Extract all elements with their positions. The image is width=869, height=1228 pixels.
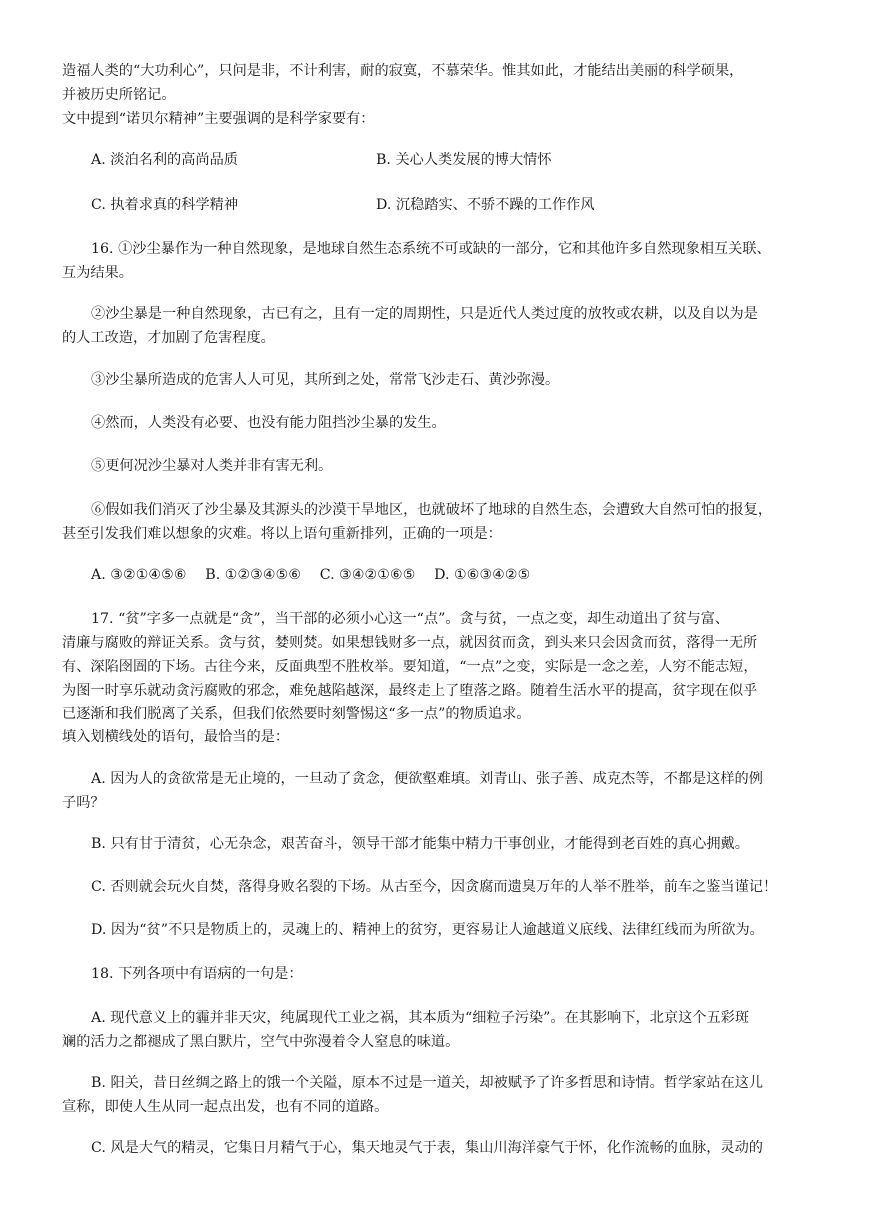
q17-passage-line: 17. “贫”字多一点就是“贪”，当干部的必须小心这一“点”。贪与贫，一点之变，却生动道出了贫与富、 — [91, 611, 730, 627]
q17-question: 填入划横线处的语句，最恰当的是： — [62, 729, 290, 745]
q18-option-b: B. 阳关，昔日丝绸之路上的饿一个关隘，原本不过是一道关，却被赋予了许多哲思和诗情。哲学家站在这儿 — [91, 1075, 764, 1091]
q16-sentence-5: ⑤更何况沙尘暴对人类并非有害无利。 — [91, 458, 333, 474]
q16-sentence-6: ⑥假如我们消灭了沙尘暴及其源头的沙漠干旱地区，也就破坏了地球的自然生态，会遭致大自然可怕的报复， — [91, 502, 773, 518]
q18-option-c: C. 风是大气的精灵，它集日月精气于心，集天地灵气于表，集山川海洋豪气于怀，化作流畅的血脉，灵动的 — [91, 1140, 763, 1156]
q17-passage-line: 清廉与腐败的辩证关系。贪与贫，婪则焚。如果想钱财多一点，就因贫而贪，到头来只会因贪而贫，落得一无所 — [62, 635, 758, 651]
q15-option-a: A. 淡泊名利的高尚品质 — [91, 152, 238, 168]
q15-question: 文中提到“诺贝尔精神”主要强调的是科学家要有： — [62, 111, 375, 127]
q15-passage-line: 造福人类的“大功利心”，只问是非，不计利害，耐的寂寞，不慕荣华。惟其如此，才能结出美丽的科学硕果， — [62, 63, 744, 79]
q17-passage-line: 已逐渐和我们脱离了关系，但我们依然要时刻警惕这“多一点”的物质追求。 — [62, 706, 531, 722]
q17-option-a-cont: 子吗？ — [62, 795, 105, 811]
q16-sentence-1-cont: 互为结果。 — [62, 265, 133, 281]
q15-option-c: C. 执着求真的科学精神 — [91, 197, 239, 213]
q16-options: A. ③②①④⑤⑥ B. ①②③④⑤⑥ C. ③④②①⑥⑤ D. ①⑥③④②⑤ — [91, 567, 531, 583]
q18-option-a: A. 现代意义上的霾并非天灾，纯属现代工业之祸，其本质为“细粒子污染”。在其影响下，北京这个五彩斑 — [91, 1010, 750, 1026]
q15-option-d: D. 沉稳踏实、不骄不躁的工作作风 — [376, 197, 595, 213]
q17-option-c: C. 否则就会玩火自焚，落得身败名裂的下场。从古至今，因贪腐而遗臭万年的人举不胜举，前车之鉴当谨记！ — [91, 879, 778, 895]
q17-passage-line: 有、深陷囹圄的下场。古往今来，反面典型不胜枚举。要知道，“一点”之变，实际是一念之差，人穷不能志短， — [62, 659, 758, 675]
q18-option-b-cont: 宣称，即使人生从同一起点出发，也有不同的道路。 — [62, 1099, 389, 1115]
q16-sentence-2-cont: 的人工改造，才加剧了危害程度。 — [62, 330, 275, 346]
q17-option-d: D. 因为“贫”不只是物质上的，灵魂上的、精神上的贫穷，更容易让人逾越道义底线、法律红线而为所欲为。 — [91, 922, 764, 938]
q16-sentence-1: 16. ①沙尘暴作为一种自然现象，是地球自然生态系统不可或缺的一部分，它和其他许多自然现象相互关联、 — [91, 241, 771, 257]
q15-passage-line: 并被历史所铭记。 — [62, 87, 176, 103]
q17-passage-line: 为图一时享乐就动贪污腐败的邪念，难免越陷越深，最终走上了堕落之路。随着生活水平的提高，贫字现在似乎 — [62, 683, 758, 699]
q18-option-a-cont: 斓的活力之都褪成了黑白默片，空气中弥漫着令人窒息的味道。 — [62, 1034, 460, 1050]
q16-sentence-6-cont: 甚至引发我们难以想象的灾难。将以上语句重新排列，正确的一项是： — [62, 526, 502, 542]
q17-option-b: B. 只有甘于清贫，心无杂念，艰苦奋斗，领导干部才能集中精力干事创业，才能得到老百姓的真心拥戴。 — [91, 836, 749, 852]
q16-sentence-4: ④然而，人类没有必要、也没有能力阻挡沙尘暴的发生。 — [91, 415, 446, 431]
q17-option-a: A. 因为人的贪欲常是无止境的，一旦动了贪念，便欲壑难填。刘青山、张子善、成克杰等，不都是这样的例 — [91, 771, 763, 787]
q16-sentence-3: ③沙尘暴所造成的危害人人可见，其所到之处，常常飞沙走石、黄沙弥漫。 — [91, 372, 560, 388]
q18-question: 18. 下列各项中有语病的一句是： — [91, 966, 303, 982]
q15-option-b: B. 关心人类发展的博大情怀 — [376, 152, 552, 168]
q16-sentence-2: ②沙尘暴是一种自然现象，古已有之，且有一定的周期性，只是近代人类过度的放牧或农耕，以及自以为是 — [91, 306, 758, 322]
